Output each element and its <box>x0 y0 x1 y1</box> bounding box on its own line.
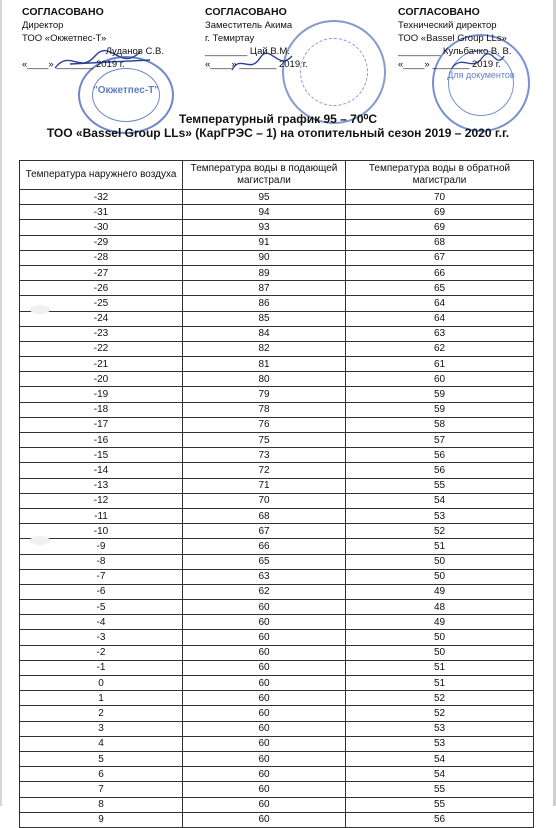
cell-outdoor-temp: -20 <box>20 372 183 387</box>
table-row <box>20 812 534 827</box>
cell-supply-temp: 60 <box>183 691 346 706</box>
cell-return-temp: 56 <box>346 463 534 478</box>
cell-supply-temp: 94 <box>183 205 346 220</box>
cell-return-temp: 51 <box>346 539 534 554</box>
approval-date: «____» _______ 2019 г. <box>205 59 308 70</box>
table-row <box>20 797 534 812</box>
cell-return-temp: 55 <box>346 782 534 797</box>
table-row <box>20 569 534 584</box>
approval-date: «____» _______ 2019 г. <box>398 59 501 70</box>
cell-outdoor-temp: -27 <box>20 265 183 280</box>
cell-supply-temp: 60 <box>183 751 346 766</box>
table-row <box>20 751 534 766</box>
cell-outdoor-temp: -23 <box>20 326 183 341</box>
table-row <box>20 265 534 280</box>
cell-return-temp: 48 <box>346 600 534 615</box>
table-row <box>20 205 534 220</box>
table-row <box>20 584 534 599</box>
cell-return-temp: 69 <box>346 205 534 220</box>
table-row <box>20 296 534 311</box>
cell-return-temp: 52 <box>346 524 534 539</box>
cell-supply-temp: 66 <box>183 539 346 554</box>
table-row <box>20 493 534 508</box>
document-title: Температурный график 95 – 70⁰С <box>178 112 377 126</box>
cell-outdoor-temp: -4 <box>20 615 183 630</box>
cell-return-temp: 49 <box>346 584 534 599</box>
table-row <box>20 372 534 387</box>
table-row <box>20 433 534 448</box>
cell-supply-temp: 62 <box>183 584 346 599</box>
cell-supply-temp: 73 <box>183 448 346 463</box>
cell-supply-temp: 90 <box>183 250 346 265</box>
cell-outdoor-temp: 6 <box>20 767 183 782</box>
approval-heading: СОГЛАСОВАНО <box>398 6 480 18</box>
table-row <box>20 539 534 554</box>
table-row <box>20 508 534 523</box>
cell-return-temp: 56 <box>346 448 534 463</box>
cell-return-temp: 65 <box>346 281 534 296</box>
cell-outdoor-temp: -6 <box>20 584 183 599</box>
cell-outdoor-temp: -12 <box>20 493 183 508</box>
table-row <box>20 767 534 782</box>
approver-name: ________ Цай В.М. <box>205 46 290 57</box>
cell-outdoor-temp: -19 <box>20 387 183 402</box>
cell-return-temp: 64 <box>346 296 534 311</box>
cell-supply-temp: 91 <box>183 235 346 250</box>
cell-return-temp: 66 <box>346 265 534 280</box>
cell-supply-temp: 63 <box>183 569 346 584</box>
table-header-row <box>20 161 534 190</box>
column-header-supply-temp: Температура воды в подающей магистрали <box>183 161 346 190</box>
approver-name: Луданов С.В. <box>105 46 164 57</box>
cell-outdoor-temp: -28 <box>20 250 183 265</box>
cell-supply-temp: 60 <box>183 630 346 645</box>
cell-supply-temp: 60 <box>183 615 346 630</box>
cell-return-temp: 54 <box>346 493 534 508</box>
cell-return-temp: 59 <box>346 387 534 402</box>
cell-return-temp: 49 <box>346 615 534 630</box>
cell-supply-temp: 80 <box>183 372 346 387</box>
temperature-schedule-table <box>19 160 534 828</box>
column-header-return-temp: Температура воды в обратной магистрали <box>346 161 534 190</box>
table-row <box>20 736 534 751</box>
cell-supply-temp: 87 <box>183 281 346 296</box>
table-row <box>20 387 534 402</box>
table-row <box>20 676 534 691</box>
cell-supply-temp: 81 <box>183 357 346 372</box>
cell-return-temp: 56 <box>346 812 534 827</box>
table-row <box>20 721 534 736</box>
cell-return-temp: 54 <box>346 751 534 766</box>
approval-block-tech-director <box>398 6 548 71</box>
cell-outdoor-temp: 2 <box>20 706 183 721</box>
cell-outdoor-temp: -1 <box>20 660 183 675</box>
cell-return-temp: 53 <box>346 736 534 751</box>
punch-hole <box>30 536 50 545</box>
cell-outdoor-temp: 1 <box>20 691 183 706</box>
cell-return-temp: 60 <box>346 372 534 387</box>
cell-outdoor-temp: 3 <box>20 721 183 736</box>
cell-outdoor-temp: -3 <box>20 630 183 645</box>
table-row <box>20 706 534 721</box>
cell-return-temp: 53 <box>346 508 534 523</box>
table-row <box>20 645 534 660</box>
cell-supply-temp: 86 <box>183 296 346 311</box>
table-row <box>20 341 534 356</box>
cell-supply-temp: 65 <box>183 554 346 569</box>
cell-return-temp: 61 <box>346 357 534 372</box>
table-row <box>20 615 534 630</box>
cell-outdoor-temp: -29 <box>20 235 183 250</box>
table-row <box>20 220 534 235</box>
cell-outdoor-temp: -18 <box>20 402 183 417</box>
cell-supply-temp: 60 <box>183 797 346 812</box>
table-row <box>20 463 534 478</box>
cell-outdoor-temp: -13 <box>20 478 183 493</box>
cell-return-temp: 62 <box>346 341 534 356</box>
table-row <box>20 357 534 372</box>
cell-outdoor-temp: -11 <box>20 508 183 523</box>
table-row <box>20 630 534 645</box>
cell-outdoor-temp: 9 <box>20 812 183 827</box>
table-row <box>20 478 534 493</box>
cell-return-temp: 50 <box>346 645 534 660</box>
cell-return-temp: 57 <box>346 433 534 448</box>
cell-return-temp: 55 <box>346 478 534 493</box>
cell-return-temp: 69 <box>346 220 534 235</box>
cell-supply-temp: 60 <box>183 706 346 721</box>
table-row <box>20 782 534 797</box>
cell-return-temp: 51 <box>346 676 534 691</box>
cell-outdoor-temp: -10 <box>20 524 183 539</box>
table-row <box>20 448 534 463</box>
cell-supply-temp: 78 <box>183 402 346 417</box>
cell-return-temp: 50 <box>346 569 534 584</box>
cell-return-temp: 55 <box>346 797 534 812</box>
cell-outdoor-temp: -14 <box>20 463 183 478</box>
table-row <box>20 250 534 265</box>
cell-outdoor-temp: -5 <box>20 600 183 615</box>
cell-supply-temp: 70 <box>183 493 346 508</box>
cell-return-temp: 52 <box>346 691 534 706</box>
approval-heading: СОГЛАСОВАНО <box>22 6 104 18</box>
cell-return-temp: 59 <box>346 402 534 417</box>
cell-return-temp: 63 <box>346 326 534 341</box>
approver-position: Директор <box>22 20 64 31</box>
cell-supply-temp: 60 <box>183 645 346 660</box>
table-row <box>20 524 534 539</box>
approver-organization: ТОО «Окжетпес-Т» <box>22 33 107 44</box>
cell-supply-temp: 68 <box>183 508 346 523</box>
cell-supply-temp: 82 <box>183 341 346 356</box>
cell-return-temp: 54 <box>346 767 534 782</box>
approval-heading: СОГЛАСОВАНО <box>205 6 287 18</box>
cell-outdoor-temp: -9 <box>20 539 183 554</box>
cell-outdoor-temp: -30 <box>20 220 183 235</box>
cell-return-temp: 53 <box>346 721 534 736</box>
cell-supply-temp: 93 <box>183 220 346 235</box>
cell-supply-temp: 60 <box>183 721 346 736</box>
cell-return-temp: 51 <box>346 660 534 675</box>
cell-return-temp: 67 <box>346 250 534 265</box>
document-subtitle: ТОО «Bassel Group LLs» (КарГРЭС – 1) на отопительный сезон 2019 – 2020 г.г. <box>46 126 510 140</box>
table-row <box>20 190 534 205</box>
cell-outdoor-temp: 4 <box>20 736 183 751</box>
table-row <box>20 281 534 296</box>
cell-supply-temp: 60 <box>183 676 346 691</box>
seal-text: Для документов <box>447 70 515 80</box>
cell-supply-temp: 60 <box>183 782 346 797</box>
cell-supply-temp: 60 <box>183 812 346 827</box>
approver-position: Технический директор <box>398 20 497 31</box>
cell-return-temp: 50 <box>346 554 534 569</box>
cell-supply-temp: 85 <box>183 311 346 326</box>
cell-outdoor-temp: -32 <box>20 190 183 205</box>
column-header-outdoor-temp: Температура наружнего воздуха <box>20 161 183 190</box>
cell-outdoor-temp: -22 <box>20 341 183 356</box>
cell-supply-temp: 71 <box>183 478 346 493</box>
table-row <box>20 691 534 706</box>
table-row <box>20 660 534 675</box>
approval-block-akim-deputy <box>205 6 375 71</box>
cell-supply-temp: 60 <box>183 736 346 751</box>
table-row <box>20 402 534 417</box>
cell-supply-temp: 75 <box>183 433 346 448</box>
cell-return-temp: 64 <box>346 311 534 326</box>
cell-supply-temp: 84 <box>183 326 346 341</box>
punch-hole <box>30 305 50 314</box>
cell-outdoor-temp: -16 <box>20 433 183 448</box>
cell-outdoor-temp: -8 <box>20 554 183 569</box>
approver-position: Заместитель Акима <box>205 20 293 31</box>
cell-return-temp: 50 <box>346 630 534 645</box>
table-row <box>20 600 534 615</box>
table-row <box>20 311 534 326</box>
table-row <box>20 554 534 569</box>
cell-supply-temp: 76 <box>183 417 346 432</box>
table-row <box>20 417 534 432</box>
table-row <box>20 235 534 250</box>
approval-date: «____» _______ 2019 г. <box>22 59 125 70</box>
approver-name: ________ Кульбачко В. В. <box>398 46 512 57</box>
cell-supply-temp: 60 <box>183 600 346 615</box>
cell-outdoor-temp: 7 <box>20 782 183 797</box>
table-row <box>20 326 534 341</box>
cell-outdoor-temp: -2 <box>20 645 183 660</box>
cell-supply-temp: 95 <box>183 190 346 205</box>
cell-supply-temp: 60 <box>183 660 346 675</box>
seal-text: "Окжетпес-Т" <box>92 85 160 96</box>
table-body <box>20 190 534 828</box>
cell-outdoor-temp: -21 <box>20 357 183 372</box>
cell-outdoor-temp: 5 <box>20 751 183 766</box>
cell-outdoor-temp: -25 <box>20 296 183 311</box>
cell-outdoor-temp: -7 <box>20 569 183 584</box>
cell-outdoor-temp: -31 <box>20 205 183 220</box>
cell-return-temp: 58 <box>346 417 534 432</box>
cell-supply-temp: 89 <box>183 265 346 280</box>
cell-outdoor-temp: -24 <box>20 311 183 326</box>
cell-supply-temp: 79 <box>183 387 346 402</box>
cell-return-temp: 70 <box>346 190 534 205</box>
cell-return-temp: 52 <box>346 706 534 721</box>
approver-organization: ТОО «Bassel Group LLs» <box>398 33 507 44</box>
cell-supply-temp: 60 <box>183 767 346 782</box>
cell-outdoor-temp: -26 <box>20 281 183 296</box>
cell-return-temp: 68 <box>346 235 534 250</box>
approver-organization: г. Темиртау <box>205 33 255 44</box>
cell-outdoor-temp: -17 <box>20 417 183 432</box>
cell-outdoor-temp: 8 <box>20 797 183 812</box>
cell-outdoor-temp: -15 <box>20 448 183 463</box>
cell-supply-temp: 67 <box>183 524 346 539</box>
cell-supply-temp: 72 <box>183 463 346 478</box>
approval-block-director <box>22 6 192 71</box>
cell-outdoor-temp: 0 <box>20 676 183 691</box>
